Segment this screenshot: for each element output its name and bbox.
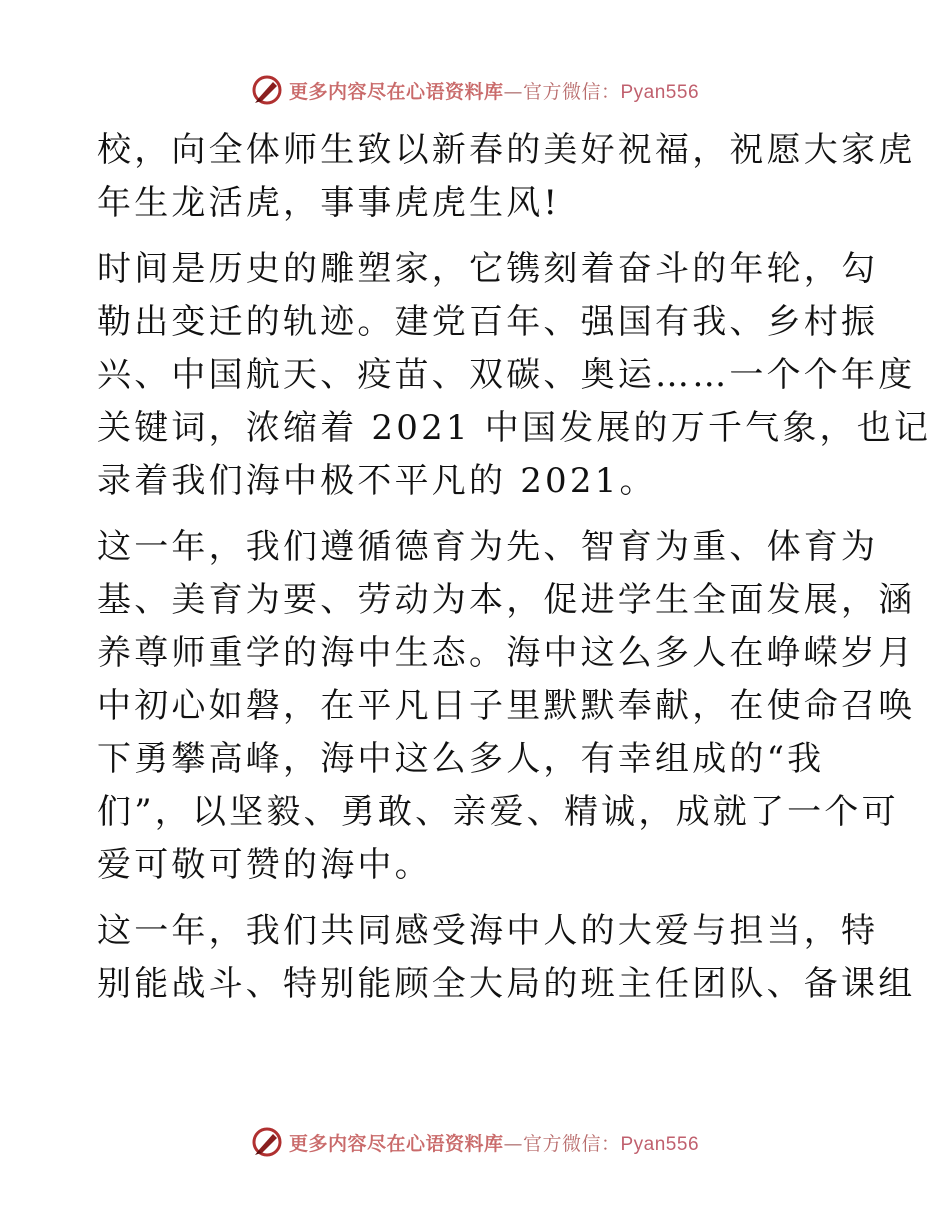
paragraph-3 — [97, 521, 916, 892]
pen-logo-icon — [251, 1126, 283, 1158]
text-line: 勒出变迁的轨迹。建党百年、强国有我、乡村振 — [97, 302, 879, 342]
text-line: 基、美育为要、劳动为本，促进学生全面发展，涵 — [97, 580, 916, 620]
watermark-footer — [0, 1122, 950, 1162]
paragraph-4 — [97, 905, 916, 1011]
watermark-wechat-label: 官方微信： — [522, 1132, 621, 1155]
watermark-dash: — — [503, 80, 523, 103]
text-line: 下勇攀高峰，海中这么多人，有幸组成的“我 — [97, 739, 825, 779]
paragraph-1 — [97, 124, 916, 230]
text-line: 录着我们海中极不平凡的 2021。 — [97, 461, 657, 501]
text-line: 别能战斗、特别能顾全大局的班主任团队、备课组 — [97, 964, 916, 1004]
document-body — [97, 124, 932, 1024]
watermark-dash: — — [503, 1132, 523, 1155]
watermark-header — [0, 70, 950, 110]
text-line: 年生龙活虎，事事虎虎生风! — [97, 183, 561, 223]
watermark-wechat-label: 官方微信： — [522, 80, 621, 103]
text-line: 这一年，我们遵循德育为先、智育为重、体育为 — [97, 527, 879, 567]
watermark-wechat-id: Pyan556 — [620, 1133, 700, 1155]
text-line: 养尊师重学的海中生态。海中这么多人在峥嵘岁月 — [97, 633, 916, 673]
watermark-main-text: 更多内容尽在心语资料库 — [288, 1132, 504, 1155]
text-line: 们”，以坚毅、勇敢、亲爱、精诚，成就了一个可 — [97, 792, 899, 832]
watermark-wechat-id: Pyan556 — [620, 81, 700, 103]
text-line: 时间是历史的雕塑家，它镌刻着奋斗的年轮，勾 — [97, 249, 879, 289]
text-line: 兴、中国航天、疫苗、双碳、奥运……一个个年度 — [97, 355, 916, 395]
text-line: 爱可敬可赞的海中。 — [97, 845, 432, 885]
watermark-text — [289, 1129, 699, 1156]
watermark-main-text: 更多内容尽在心语资料库 — [288, 80, 504, 103]
pen-logo-icon — [251, 74, 283, 106]
text-line: 校，向全体师生致以新春的美好祝福，祝愿大家虎 — [97, 130, 916, 170]
text-line: 中初心如磐，在平凡日子里默默奉献，在使命召唤 — [97, 686, 916, 726]
watermark-text — [289, 77, 699, 104]
text-line: 这一年，我们共同感受海中人的大爱与担当，特 — [97, 911, 879, 951]
text-line: 关键词，浓缩着 2021 中国发展的万千气象，也记 — [97, 408, 932, 448]
paragraph-2 — [97, 243, 932, 508]
